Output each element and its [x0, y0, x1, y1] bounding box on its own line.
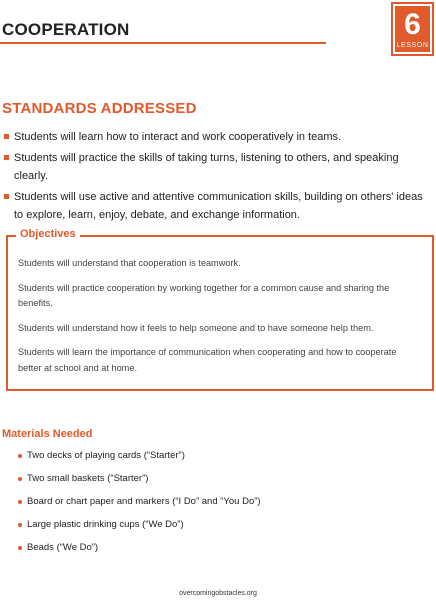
square-bullet-icon — [4, 194, 9, 199]
materials-item-text: Board or chart paper and markers (“I Do” and “You Do”) — [27, 496, 261, 507]
objective-item: Students will understand that cooperation is teamwork. — [18, 258, 241, 268]
objective-item: Students will understand how it feels to help someone and to have someone help them. — [18, 322, 374, 333]
lesson-badge — [391, 2, 434, 56]
objective-item: Students will practice cooperation by working together for a common cause and sharing the benefits. — [18, 282, 390, 308]
objective-item: Students will learn the importance of communication when cooperating and how to cooperate better at school and at home. — [18, 347, 397, 373]
materials-item-text: Two small baskets (“Starter”) — [27, 473, 149, 484]
materials-item-text: Beads (“We Do”) — [27, 542, 99, 553]
standards-list — [4, 128, 432, 227]
materials-item — [18, 450, 261, 462]
bullet-dot-icon — [18, 477, 22, 481]
bullet-dot-icon — [18, 546, 22, 550]
standards-heading: STANDARDS ADDRESSED — [2, 100, 197, 117]
standards-item — [4, 149, 432, 185]
standards-item — [4, 188, 432, 224]
square-bullet-icon — [4, 155, 9, 160]
standards-item — [4, 128, 432, 146]
materials-heading: Materials Needed — [2, 428, 93, 440]
square-bullet-icon — [4, 134, 9, 139]
materials-item-text: Two decks of playing cards (“Starter”) — [27, 450, 185, 461]
materials-item — [18, 496, 261, 508]
materials-item — [18, 519, 261, 531]
materials-item — [18, 473, 261, 485]
header-rule — [0, 42, 326, 44]
bullet-dot-icon — [18, 454, 22, 458]
materials-item-text: Large plastic drinking cups (“We Do”) — [27, 519, 184, 530]
page-title: COOPERATION — [2, 20, 130, 39]
bullet-dot-icon — [18, 500, 22, 504]
lesson-badge-fill — [395, 6, 430, 52]
standards-item-text: Students will practice the skills of taking turns, listening to others, and speaking clearly. — [14, 152, 399, 182]
standards-item-text: Students will use active and attentive communication skills, building on others' ideas to explore, learn, enjoy, debate, and exchange information. — [14, 191, 423, 221]
materials-item — [18, 542, 261, 554]
bullet-dot-icon — [18, 523, 22, 527]
lesson-label: LESSON — [396, 42, 429, 49]
materials-list — [18, 450, 261, 565]
objectives-text — [18, 256, 420, 385]
standards-item-text: Students will learn how to interact and work cooperatively in teams. — [14, 131, 342, 143]
lesson-number: 6 — [404, 8, 421, 41]
footer-url: overcomingobstacles.org — [179, 590, 257, 597]
objectives-label: Objectives — [16, 228, 80, 240]
